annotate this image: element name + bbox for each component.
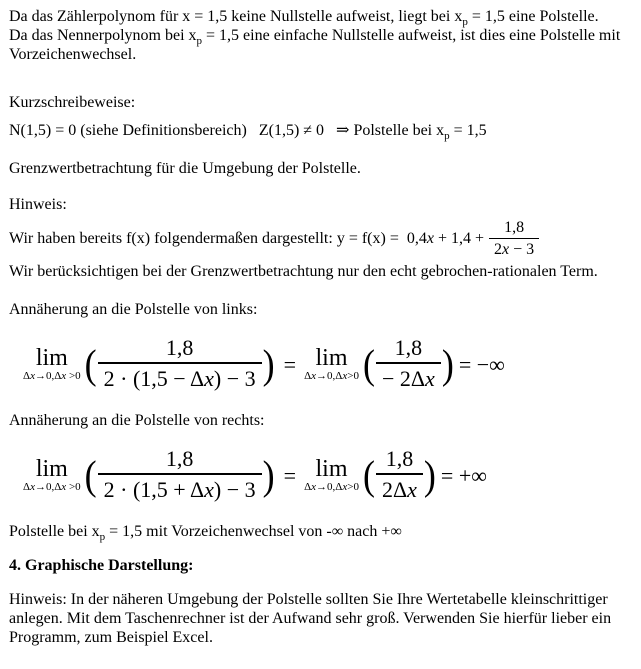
hint-formula-prefix: Wir haben bereits f(x) folgendermaßen dargestellt: y = f(x) = 0,4x + 1,4 + — [9, 229, 485, 247]
approach-right-heading: Annäherung an die Polstelle von rechts: — [9, 412, 265, 429]
close-paren: ) — [423, 452, 436, 498]
lim-block — [304, 457, 359, 493]
approach-left-heading: Annäherung an die Polstelle von links: — [9, 301, 258, 318]
close-paren: ) — [441, 341, 454, 387]
limit-result: = −∞ — [458, 351, 505, 377]
close-paren: ) — [262, 452, 275, 498]
section-heading: 4. Graphische Darstellung: — [9, 557, 194, 574]
fraction-numerator: 1,8 — [376, 448, 423, 475]
equals-sign: = — [283, 462, 297, 488]
fraction — [376, 337, 441, 391]
open-paren: ( — [362, 341, 375, 387]
shorthand-heading: Kurzschreibeweise: — [9, 94, 136, 111]
final-hint-paragraph: Hinweis: In der näheren Umgebung der Polstelle sollten Sie Ihre Wertetabelle kleinschrittiger anlegen. Mit dem Taschenrechner ist der Aufwand sehr groß. Verwenden Sie hierfür lieber ein Programm, zum Beispiel Excel. — [9, 591, 612, 646]
fraction — [376, 448, 423, 502]
equals-sign: = — [283, 351, 297, 377]
fraction-denominator: 2x − 3 — [494, 240, 535, 258]
lim-subscript: Δx→0,Δx >0 — [23, 481, 81, 493]
open-paren: ( — [362, 452, 375, 498]
lim-operator: lim — [315, 456, 348, 482]
limit-consideration-text: Grenzwertbetrachtung für die Umgebung der Polstelle. — [9, 160, 361, 177]
hint-label: Hinweis: — [9, 196, 67, 213]
fraction-denominator: − 2Δx — [381, 366, 435, 391]
fraction-denominator: 2Δx — [381, 477, 417, 502]
hint-note: Wir berücksichtigen bei der Grenzwertbetrachtung nur den echt gebrochen-rationalen Term. — [9, 263, 598, 280]
shorthand-line: N(1,5) = 0 (siehe Definitionsbereich) Z(1,5) ≠ 0 ⇒ Polstelle bei $x_p = 1,5$ — [9, 122, 487, 143]
limit-formula-right — [23, 443, 631, 507]
lim-subscript: Δx→0,Δx>0 — [304, 481, 359, 493]
limit-formula-left — [23, 332, 631, 396]
fraction-numerator: 1,8 — [98, 337, 262, 364]
limit-result: = +∞ — [440, 462, 487, 488]
fraction — [98, 448, 262, 502]
fraction — [98, 337, 262, 391]
inline-fraction — [489, 219, 539, 258]
fraction-numerator: 1,8 — [376, 337, 441, 364]
close-paren: ) — [262, 341, 275, 387]
fraction-numerator: 1,8 — [489, 219, 539, 239]
lim-block — [23, 457, 81, 493]
lim-operator: lim — [315, 345, 348, 371]
lim-subscript: Δx→0,Δx>0 — [304, 370, 359, 382]
fraction-numerator: 1,8 — [98, 448, 262, 475]
intro-paragraph: Da das Zählerpolynom für x = 1,5 keine Nullstelle aufweist, liegt bei $x_p = 1,5$ eine Polstelle. Da das Nennerpolynom bei $x_p = 1,5$ eine einfache Nullstelle aufweist, ist dies eine Polstelle mit Vorzeichenwechsel. — [9, 8, 621, 63]
lim-block — [23, 346, 81, 382]
lim-operator: lim — [35, 345, 68, 371]
hint-formula-line — [9, 215, 631, 261]
lim-block — [304, 346, 359, 382]
lim-operator: lim — [35, 456, 68, 482]
open-paren: ( — [84, 341, 97, 387]
fraction-denominator: 2 · (1,5 − Δx) − 3 — [103, 366, 256, 391]
open-paren: ( — [84, 452, 97, 498]
conclusion-text: Polstelle bei $x_p = 1,5$ mit Vorzeichenwechsel von -∞ nach +∞ — [9, 523, 402, 544]
fraction-denominator: 2 · (1,5 + Δx) − 3 — [103, 477, 256, 502]
lim-subscript: Δx→0,Δx >0 — [23, 370, 81, 382]
